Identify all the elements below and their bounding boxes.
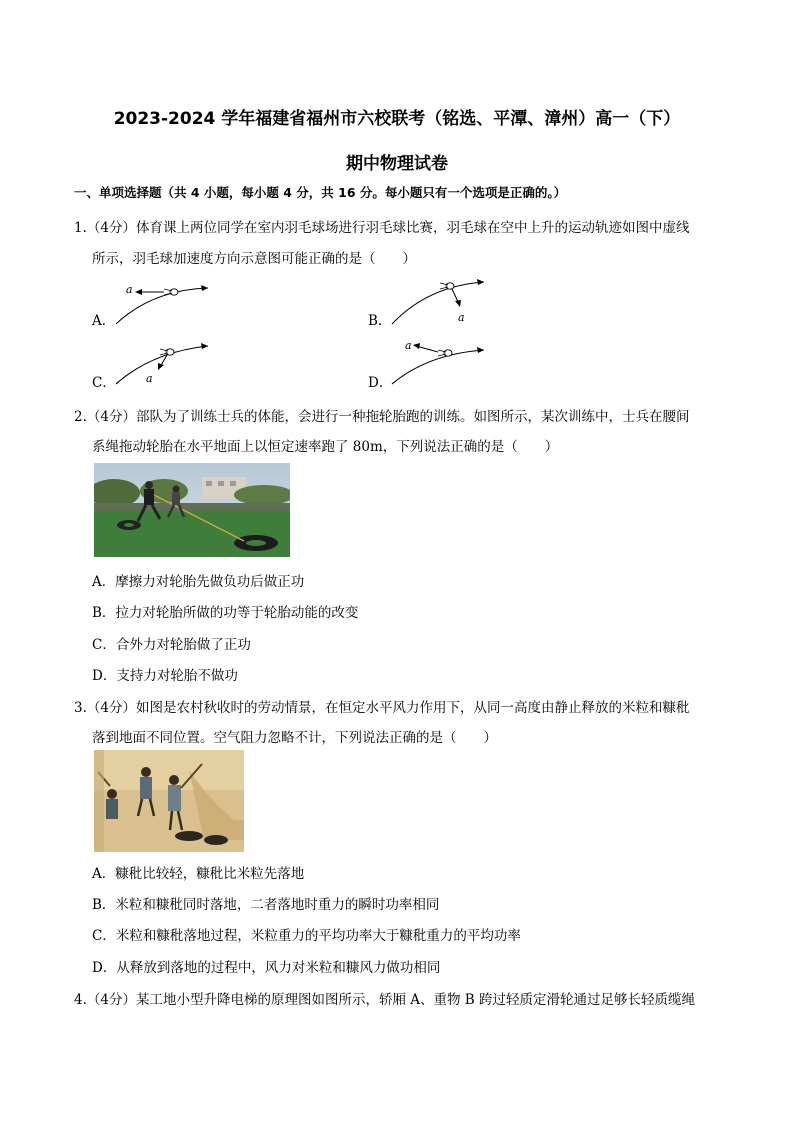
q3-option-c: C．米粒和糠秕落地过程，米粒重力的平均功率大于糠秕重力的平均功率 [92,928,521,944]
q1-stem-line1: 1.（4分）体育课上两位同学在室内羽毛球场进行羽毛球比赛，羽毛球在空中上升的运动轨迹如图中虚线 [74,220,690,236]
q2-tire-training-photo [94,463,290,557]
q1-option-c-label: C． [92,375,116,391]
q1-a-accel-label: a [126,283,133,296]
q2-option-b: B．拉力对轮胎所做的功等于轮胎动能的改变 [92,605,359,621]
q3-option-a: A．糠秕比较轻，糠秕比米粒先落地 [92,866,305,882]
q1-c-accel-label: a [146,372,153,385]
q1-option-a-diagram [112,280,218,328]
exam-title-line1: 2023-2024 学年福建省福州市六校联考（铭选、平潭、漳州）高一（下） [113,109,681,129]
q2-option-d: D．支持力对轮胎不做功 [92,668,238,684]
q1-stem-line2: 所示，羽毛球加速度方向示意图可能正确的是（ ） [92,251,416,267]
q1-option-c-diagram [112,338,218,388]
q2-option-a: A．摩擦力对轮胎先做负功后做正功 [92,574,305,590]
q3-option-b: B．米粒和糠秕同时落地，二者落地时重力的瞬时功率相同 [92,897,440,913]
q1-option-d-diagram [388,336,494,388]
section-heading: 一、单项选择题（共 4 小题，每小题 4 分，共 16 分。每小题只有一个选项是正确的。） [74,185,567,200]
q2-stem-line2: 系绳拖动轮胎在水平地面上以恒定速率跑了 80m，下列说法正确的是（ ） [92,439,559,455]
q4-stem-line1: 4.（4分）某工地小型升降电梯的原理图如图所示，轿厢 A、重物 B 跨过轻质定滑轮通过足够长轻质缆绳 [74,992,696,1008]
q1-option-b-label: B． [368,313,392,329]
q3-harvest-painting [94,750,244,852]
q1-d-accel-label: a [405,339,412,352]
q1-b-accel-label: a [458,311,465,324]
q3-stem-line2: 落到地面不同位置。空气阻力忽略不计，下列说法正确的是（ ） [92,730,497,746]
q2-option-c: C．合外力对轮胎做了正功 [92,637,251,653]
q2-stem-line1: 2.（4分）部队为了训练士兵的体能，会进行一种拖轮胎跑的训练。如图所示，某次训练中，士兵在腰间 [74,409,690,425]
exam-title-line2: 期中物理试卷 [346,154,448,174]
q3-stem-line1: 3.（4分）如图是农村秋收时的劳动情景，在恒定水平风力作用下，从同一高度由静止释放的米粒和糠秕 [74,700,690,716]
q1-option-a-label: A． [92,313,116,329]
q1-option-b-diagram [388,276,494,328]
q1-option-d-label: D． [368,375,393,391]
q3-option-d: D．从释放到落地的过程中，风力对米粒和糠风力做功相同 [92,960,441,976]
